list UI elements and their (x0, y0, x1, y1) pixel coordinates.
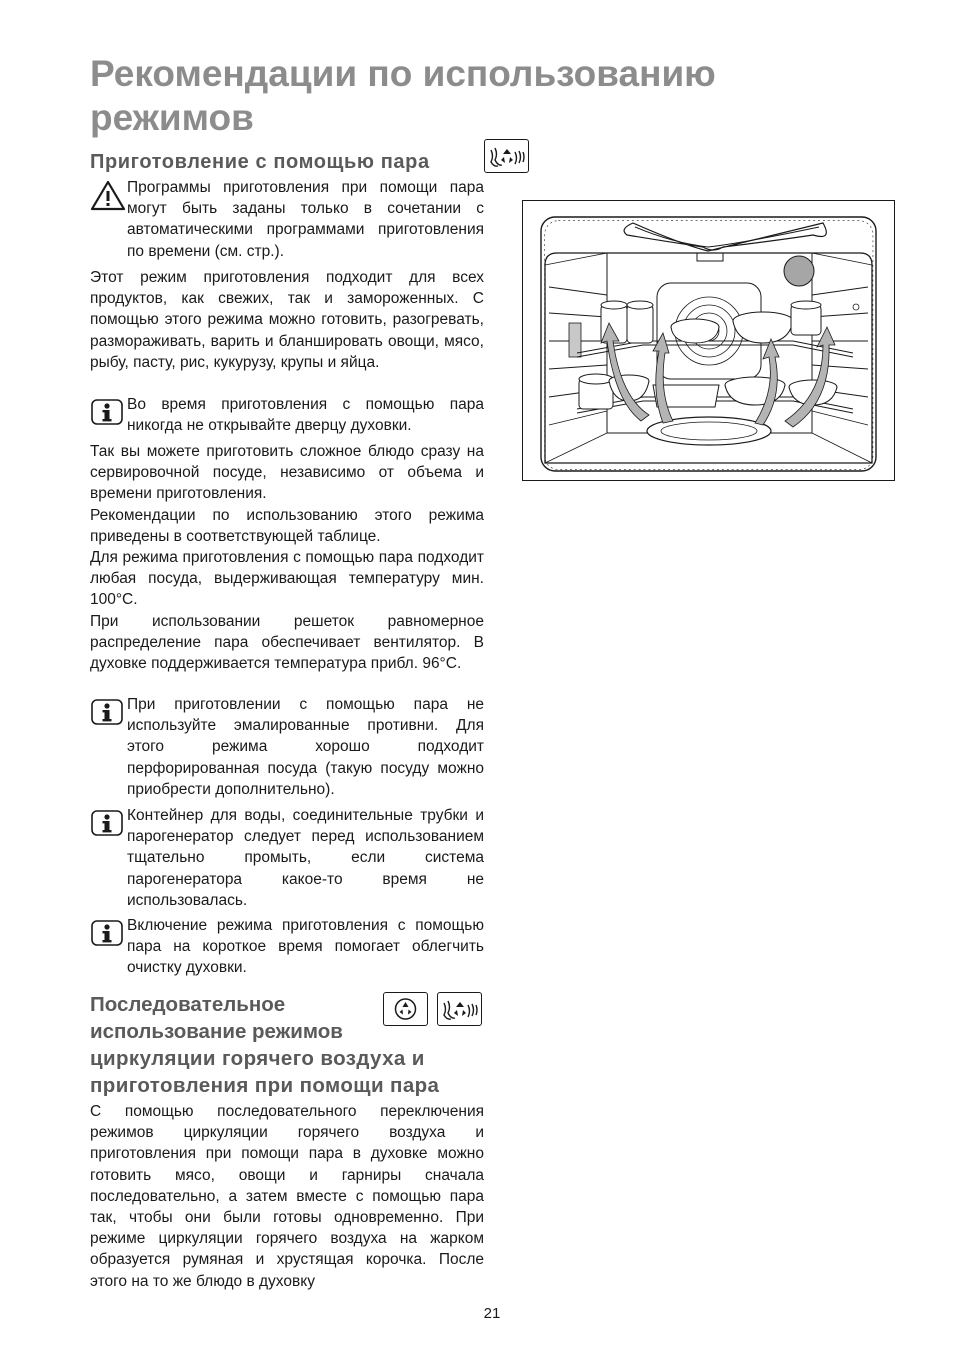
section-heading-sequential (90, 991, 490, 1099)
steam-mode-icon (484, 139, 529, 173)
warning-triangle-icon (90, 179, 126, 217)
warning-text: Программы приготовления при помощи пара могут быть заданы только в сочетании с автоматическими программами приготовления по времени (см. стр.). (127, 179, 484, 260)
heading-line-3: циркуляции горячего воздуха и (90, 1047, 425, 1070)
steam-mode-icon (437, 992, 482, 1026)
info-icon (90, 398, 124, 434)
page-number: 21 (483, 1305, 501, 1322)
page-title: Рекомендации по использованию режимов (90, 53, 716, 138)
hot-air-fan-icon (383, 992, 428, 1026)
oven-interior-illustration (522, 200, 895, 481)
sequential-paragraph: С помощью последовательного переключения режимов циркуляции горячего воздуха и приготовления при помощи пара в духовке можно готовить мясо, овощи и гарниры сначала последовательно, а затем вместе с помощью пара так, чтобы они были готовы одновременно. При режиме циркуляции горячего воздуха на жарком образуется румяная и хрустящая корочка. После этого на то же блюдо в духовку (90, 1103, 484, 1290)
info-icon (90, 809, 124, 845)
steam-paragraph-2 (90, 441, 484, 674)
info-icon (90, 919, 124, 955)
heading-line-2: использование режимов (90, 1020, 343, 1043)
paragraph-fan-temperature: При использовании решеток равномерное распределение пара обеспечивает вентилятор. В духовке поддерживается температура прибл. 96°С. (90, 612, 484, 673)
paragraph-cookware: Для режима приготовления с помощью пара подходит любая посуда, выдерживающая температуру мин. 100°С. (90, 549, 484, 609)
heading-line-4: приготовления при помощи пара (90, 1074, 440, 1097)
heading-line-1: Последовательное (90, 993, 286, 1016)
info-icon (90, 698, 124, 734)
info-text-door: Во время приготовления с помощью пара никогда не открывайте дверцу духовки. (127, 396, 484, 435)
steam-paragraph-1: Этот режим приготовления подходит для всех продуктов, как свежих, так и замороженных. С помощью этого режима можно готовить, разогревать, размораживать, варить и бланшировать овощи, мясо, рыбу, пасту, рис, кукурузу, крупы и яйца. (90, 269, 484, 371)
section-heading-steam: Приготовление с помощью пара (90, 151, 430, 173)
info-text-cleaning: Контейнер для воды, соединительные трубки и парогенератор следует перед использованием тщательно промыть, если система парогенератора какое-то время не использовалась. (127, 807, 484, 909)
info-text-oven-clean: Включение режима приготовления с помощью пара на короткое время помогает облегчить очистку духовки. (127, 917, 484, 977)
paragraph-table-reference: Рекомендации по использованию этого режима приведены в соответствующей таблице. (90, 506, 484, 545)
paragraph-serving-dish: Так вы можете приготовить сложное блюдо сразу на сервировочной посуде, независимо от объема и времени приготовления. (90, 443, 484, 503)
info-text-enamel: При приготовлении с помощью пара не используйте эмалированные противни. Для этого режима хорошо подходит перфорированная посуда (такую посуду можно приобрести дополнительно). (127, 696, 484, 798)
warning-note (90, 177, 484, 263)
